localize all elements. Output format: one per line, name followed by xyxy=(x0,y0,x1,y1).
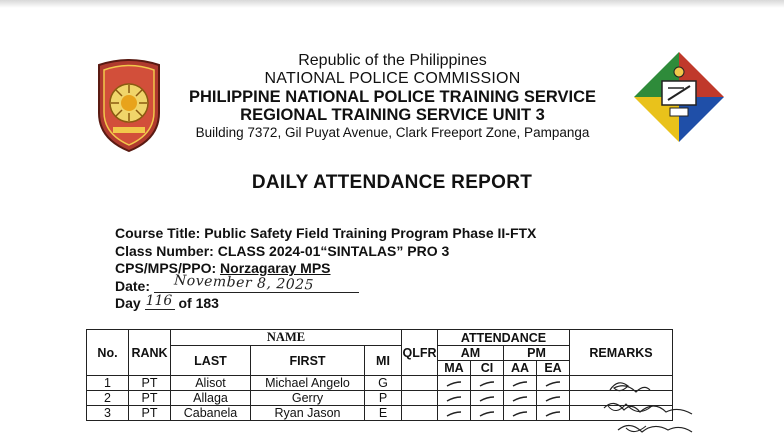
row-rank: PT xyxy=(129,391,171,406)
header-republic: Republic of the Philippines xyxy=(298,52,487,69)
cps-value: Norzagaray MPS xyxy=(220,260,331,276)
col-first: FIRST xyxy=(251,346,365,376)
scan-edge xyxy=(0,0,784,8)
table-row xyxy=(87,376,673,391)
header-address: Building 7372, Gil Puyat Avenue, Clark Freeport Zone, Pampanga xyxy=(195,125,590,140)
date-row xyxy=(115,272,536,296)
row-ci xyxy=(471,391,504,406)
check-mark-icon xyxy=(446,396,462,402)
row-first: Michael Angelo xyxy=(251,376,365,391)
row-ma xyxy=(438,406,471,421)
check-mark-icon xyxy=(446,411,462,417)
row-ma xyxy=(438,376,471,391)
row-no: 2 xyxy=(87,391,129,406)
col-ea: EA xyxy=(537,361,570,376)
attendance-table xyxy=(86,329,673,421)
col-attendance: ATTENDANCE xyxy=(438,330,570,346)
check-mark-icon xyxy=(512,411,528,417)
check-mark-icon xyxy=(512,396,528,402)
check-mark-icon xyxy=(545,411,561,417)
course-label: Course Title: xyxy=(115,225,201,241)
col-rank: RANK xyxy=(129,330,171,376)
row-mi: G xyxy=(365,376,402,391)
row-first: Ryan Jason xyxy=(251,406,365,421)
row-aa xyxy=(504,391,537,406)
check-mark-icon xyxy=(545,396,561,402)
row-rank: PT xyxy=(129,406,171,421)
row-ci xyxy=(471,406,504,421)
row-qlfr xyxy=(402,391,438,406)
day-field xyxy=(145,293,175,310)
col-pm: PM xyxy=(504,346,570,361)
row-qlfr xyxy=(402,376,438,391)
pnp-seal-icon xyxy=(95,57,163,153)
col-qlfr: QLFR xyxy=(402,330,438,376)
row-first: Gerry xyxy=(251,391,365,406)
check-mark-icon xyxy=(479,411,495,417)
training-service-diamond-icon xyxy=(632,50,726,144)
row-aa xyxy=(504,406,537,421)
date-field xyxy=(154,272,359,293)
class-value: CLASS 2024-01“SINTALAS” PRO 3 xyxy=(217,242,450,259)
header-row-1 xyxy=(87,330,673,346)
row-no: 1 xyxy=(87,376,129,391)
row-ea xyxy=(537,391,570,406)
table-row xyxy=(87,391,673,406)
row-rank: PT xyxy=(129,376,171,391)
table-row xyxy=(87,406,673,421)
row-ma xyxy=(438,391,471,406)
date-label: Date: xyxy=(115,277,151,294)
row-ea xyxy=(537,406,570,421)
signature-icon xyxy=(596,372,700,441)
cps-label: CPS/MPS/PPO: xyxy=(115,260,217,276)
header-commission: NATIONAL POLICE COMMISSION xyxy=(264,70,521,87)
row-last: Allaga xyxy=(171,391,251,406)
course-title-row xyxy=(115,225,536,243)
header-regional-unit: REGIONAL TRAINING SERVICE UNIT 3 xyxy=(240,106,545,124)
course-info xyxy=(115,225,536,313)
row-ea xyxy=(537,376,570,391)
check-mark-icon xyxy=(512,381,528,387)
row-no: 3 xyxy=(87,406,129,421)
check-mark-icon xyxy=(446,381,462,387)
day-row xyxy=(115,295,536,313)
col-aa: AA xyxy=(504,361,537,376)
day-of: of 183 xyxy=(178,295,219,311)
row-last: Cabanela xyxy=(171,406,251,421)
date-handwritten: November 8, 2025 xyxy=(173,272,315,293)
col-no: No. xyxy=(87,330,129,376)
check-mark-icon xyxy=(479,396,495,402)
col-remarks: REMARKS xyxy=(570,330,673,376)
check-mark-icon xyxy=(545,381,561,387)
class-number-row xyxy=(115,243,536,261)
row-aa xyxy=(504,376,537,391)
col-name: NAME xyxy=(171,330,402,346)
report-title: DAILY ATTENDANCE REPORT xyxy=(251,172,533,193)
letterhead xyxy=(170,52,615,142)
row-qlfr xyxy=(402,406,438,421)
check-mark-icon xyxy=(479,381,495,387)
col-am: AM xyxy=(438,346,504,361)
day-handwritten: 116 xyxy=(145,293,173,309)
row-mi: E xyxy=(365,406,402,421)
row-mi: P xyxy=(365,391,402,406)
class-label: Class Number: xyxy=(115,242,214,259)
row-last: Alisot xyxy=(171,376,251,391)
col-ma: MA xyxy=(438,361,471,376)
col-mi: MI xyxy=(365,346,402,376)
header-training-service: PHILIPPINE NATIONAL POLICE TRAINING SERVICE xyxy=(188,88,597,106)
day-label: Day xyxy=(115,295,141,311)
row-ci xyxy=(471,376,504,391)
col-last: LAST xyxy=(171,346,251,376)
col-ci: CI xyxy=(471,361,504,376)
course-value: Public Safety Field Training Program Phase II-FTX xyxy=(204,225,537,241)
